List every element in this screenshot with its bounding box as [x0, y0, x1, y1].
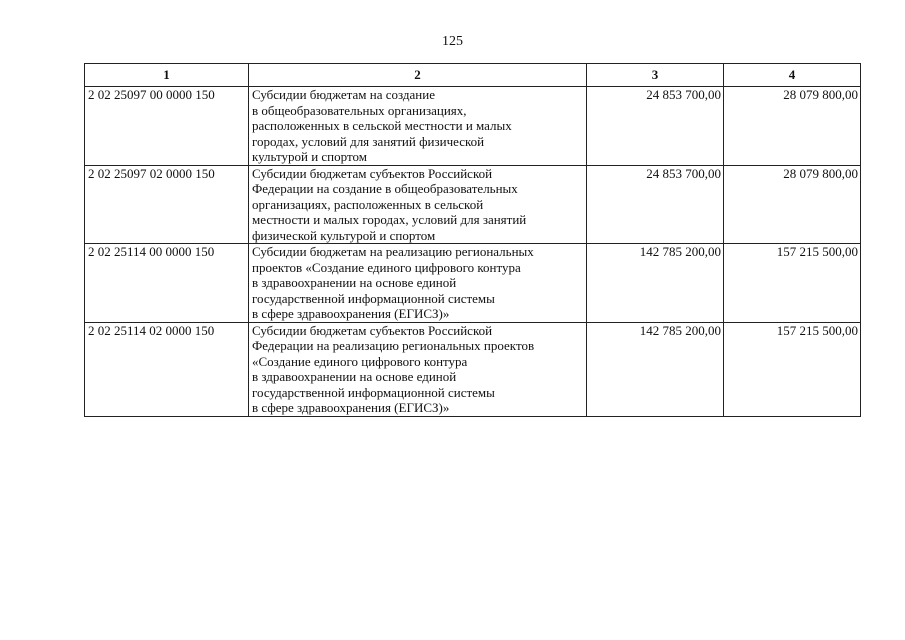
- description-line: в здравоохранении на основе единой: [252, 275, 457, 290]
- table-row: [85, 322, 861, 416]
- row-amount-col4: 157 215 500,00: [724, 244, 861, 323]
- row-code: 2 02 25114 00 0000 150: [85, 244, 249, 323]
- description-line: Субсидии бюджетам на реализацию региональных: [252, 244, 534, 259]
- row-amount-col3: 142 785 200,00: [587, 322, 724, 416]
- row-code: 2 02 25097 00 0000 150: [85, 87, 249, 166]
- description-line: местности и малых городах, условий для занятий: [252, 212, 527, 227]
- row-amount-col3: 24 853 700,00: [587, 87, 724, 166]
- header-col-3: 3: [587, 64, 724, 87]
- description-line: Субсидии бюджетам субъектов Российской: [252, 165, 493, 181]
- table-row: [85, 165, 861, 244]
- description-line: в общеобразовательных организациях,: [252, 102, 467, 118]
- row-description: [249, 322, 587, 416]
- row-amount-col4: 28 079 800,00: [724, 165, 861, 244]
- description-line: «Создание единого цифрового контура: [252, 353, 468, 369]
- description-line: Федерации на создание в общеобразовательных: [252, 181, 518, 196]
- description-line: физической культурой и спортом: [252, 227, 436, 243]
- header-col-1: 1: [85, 64, 249, 87]
- description-line: организациях, расположенных в сельской: [252, 196, 484, 212]
- description-line: расположенных в сельской местности и малых: [252, 118, 512, 133]
- table-row: [85, 87, 861, 166]
- description-line: в сфере здравоохранения (ЕГИСЗ)»: [252, 306, 450, 321]
- header-col-4: 4: [724, 64, 861, 87]
- description-line: в сфере здравоохранения (ЕГИСЗ)»: [252, 400, 450, 415]
- row-amount-col3: 24 853 700,00: [587, 165, 724, 244]
- row-amount-col4: 28 079 800,00: [724, 87, 861, 166]
- row-amount-col3: 142 785 200,00: [587, 244, 724, 323]
- description-line: культурой и спортом: [252, 149, 367, 164]
- page-number: 125: [442, 34, 463, 49]
- description-line: государственной информационной системы: [252, 290, 495, 306]
- description-line: государственной информационной системы: [252, 384, 495, 400]
- description-line: проектов «Создание единого цифрового контура: [252, 259, 521, 275]
- description-line: Субсидии бюджетам субъектов Российской: [252, 322, 493, 338]
- description-line: Субсидии бюджетам на создание: [252, 87, 435, 102]
- table-row: [85, 244, 861, 323]
- row-description: [249, 87, 587, 166]
- row-amount-col4: 157 215 500,00: [724, 322, 861, 416]
- description-line: Федерации на реализацию региональных проектов: [252, 338, 535, 353]
- budget-table: [84, 63, 861, 417]
- description-line: в здравоохранении на основе единой: [252, 369, 457, 384]
- row-code: 2 02 25114 02 0000 150: [85, 322, 249, 416]
- row-code: 2 02 25097 02 0000 150: [85, 165, 249, 244]
- row-description: [249, 244, 587, 323]
- table-header-row: [85, 64, 861, 87]
- header-col-2: 2: [249, 64, 587, 87]
- row-description: [249, 165, 587, 244]
- description-line: городах, условий для занятий физической: [252, 133, 485, 149]
